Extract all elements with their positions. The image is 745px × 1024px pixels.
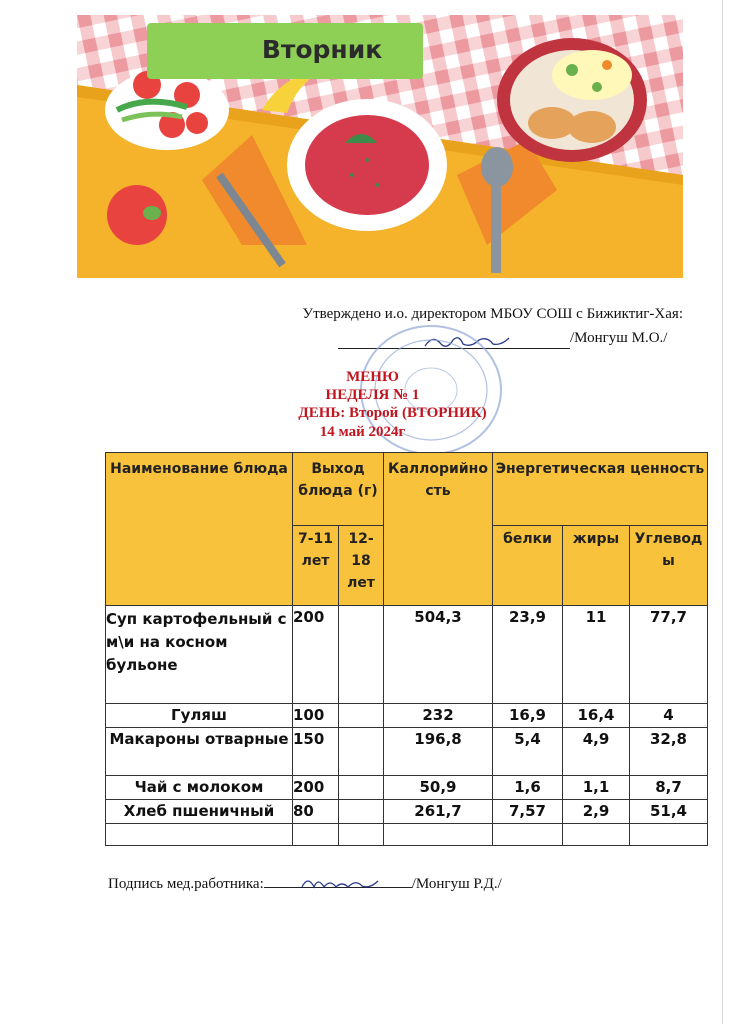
output-7-11: 100 <box>293 704 339 728</box>
menu-title: МЕНЮ <box>346 369 399 385</box>
fats-value: 4,9 <box>563 728 630 776</box>
page-edge <box>722 0 723 1024</box>
output-12-18 <box>339 776 384 800</box>
dish-name: Суп картофельный с м\и на косном бульоне <box>106 606 293 704</box>
calories-value: 50,9 <box>384 776 493 800</box>
col-energy-header: Энергетическая ценность <box>493 453 708 526</box>
calories-value: 261,7 <box>384 800 493 824</box>
fats-value: 16,4 <box>563 704 630 728</box>
banner-title: Вторник <box>261 35 383 64</box>
director-name: /Монгуш М.О./ <box>570 330 668 346</box>
table-row <box>106 776 708 800</box>
col-output-header: Выход блюда (г) <box>293 453 384 526</box>
medic-label: Подпись мед.работника: <box>108 876 264 892</box>
output-12-18 <box>339 606 384 704</box>
table-row-empty <box>106 824 708 846</box>
proteins-value <box>493 824 563 846</box>
col-age-7-11: 7-11 лет <box>293 526 339 606</box>
carbs-value: 77,7 <box>630 606 708 704</box>
medic-signature-icon <box>300 873 380 893</box>
menu-day: ДЕНЬ: Второй (ВТОРНИК) <box>298 405 487 421</box>
carbs-value: 8,7 <box>630 776 708 800</box>
proteins-value: 5,4 <box>493 728 563 776</box>
calories-value: 196,8 <box>384 728 493 776</box>
fats-value: 1,1 <box>563 776 630 800</box>
menu-date: 14 май 2024г <box>319 424 406 440</box>
output-7-11: 200 <box>293 606 339 704</box>
col-proteins: белки <box>493 526 563 606</box>
output-12-18 <box>339 800 384 824</box>
col-dish-header: Наименование блюда <box>106 453 293 606</box>
calories-value: 504,3 <box>384 606 493 704</box>
dish-name: Гуляш <box>106 704 293 728</box>
table-row <box>106 606 708 704</box>
fats-value: 11 <box>563 606 630 704</box>
carbs-value: 4 <box>630 704 708 728</box>
table-row <box>106 728 708 776</box>
output-12-18 <box>339 728 384 776</box>
output-12-18 <box>339 704 384 728</box>
table-setting-illustration <box>77 15 683 278</box>
dish-name: Хлеб пшеничный <box>106 800 293 824</box>
menu-week: НЕДЕЛЯ № 1 <box>325 387 420 403</box>
proteins-value: 7,57 <box>493 800 563 824</box>
output-7-11: 200 <box>293 776 339 800</box>
proteins-value: 23,9 <box>493 606 563 704</box>
output-7-11: 150 <box>293 728 339 776</box>
fats-value <box>563 824 630 846</box>
title-banner <box>147 23 423 79</box>
table-row <box>106 800 708 824</box>
carbs-value <box>630 824 708 846</box>
calories-value <box>384 824 493 846</box>
dish-name <box>106 824 293 846</box>
fats-value: 2,9 <box>563 800 630 824</box>
proteins-value: 16,9 <box>493 704 563 728</box>
col-calories-header: Каллорийность <box>384 453 493 606</box>
output-7-11 <box>293 824 339 846</box>
proteins-value: 1,6 <box>493 776 563 800</box>
menu-table <box>105 452 708 846</box>
col-fats: жиры <box>563 526 630 606</box>
output-12-18 <box>339 824 384 846</box>
dish-name: Макароны отварные <box>106 728 293 776</box>
col-age-12-18: 12-18 лет <box>339 526 384 606</box>
carbs-value: 32,8 <box>630 728 708 776</box>
medic-name: /Монгуш Р.Д./ <box>411 876 502 892</box>
output-7-11: 80 <box>293 800 339 824</box>
banner-illustration <box>77 15 683 278</box>
calories-value: 232 <box>384 704 493 728</box>
approval-text: Утверждено и.о. директором МБОУ СОШ с Бижиктиг-Хая: <box>302 306 683 322</box>
carbs-value: 51,4 <box>630 800 708 824</box>
header-row <box>106 453 708 526</box>
col-carbs: Углеводы <box>630 526 708 606</box>
table-row <box>106 704 708 728</box>
spoon-icon <box>481 147 513 187</box>
dish-name: Чай с молоком <box>106 776 293 800</box>
